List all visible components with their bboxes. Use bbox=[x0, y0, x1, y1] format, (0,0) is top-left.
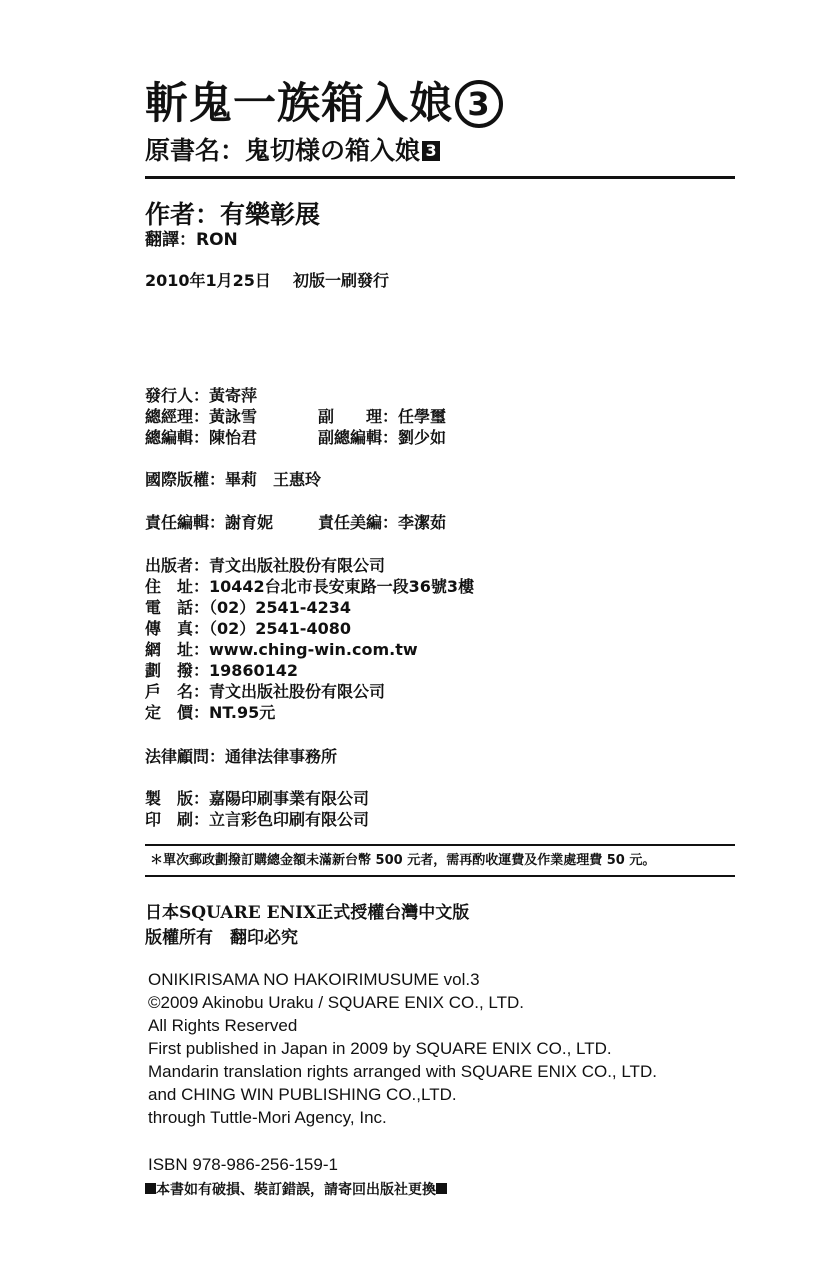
edition-text: 初版一刷發行 bbox=[292, 271, 389, 290]
isbn: ISBN 978-986-256-159-1 bbox=[148, 1155, 338, 1174]
original-title bbox=[145, 136, 440, 166]
account-name: 戶 名：青文出版社股份有限公司 bbox=[145, 682, 386, 701]
publisher-address: 住 址：10442台北市長安東路一段36號3樓 bbox=[145, 577, 475, 596]
english-copyright: ©2009 Akinobu Uraku / SQUARE ENIX CO., LTD. bbox=[148, 993, 524, 1012]
english-rights-reserved: All Rights Reserved bbox=[148, 1016, 298, 1035]
translator-line: 翻譯：RON bbox=[145, 230, 238, 250]
deputy-chief-editor: 副總編輯：劉少如 bbox=[318, 428, 447, 447]
original-title-text: 原書名：鬼切様の箱入娘 bbox=[145, 136, 421, 165]
publish-date-value: 2010年1月25日 bbox=[145, 271, 271, 290]
plate-making: 製 版：嘉陽印刷事業有限公司 bbox=[145, 789, 370, 808]
return-notice bbox=[145, 1180, 447, 1200]
publisher-website: 網 址：www.ching-win.com.tw bbox=[145, 640, 418, 659]
original-volume-box: 3 bbox=[422, 141, 440, 161]
publish-date bbox=[145, 270, 389, 292]
square-bullet-icon bbox=[145, 1183, 156, 1194]
printing: 印 刷：立言彩色印刷有限公司 bbox=[145, 810, 370, 829]
general-manager: 總經理：黃詠雪 bbox=[145, 407, 258, 426]
price: 定 價：NT.95元 bbox=[145, 703, 276, 722]
copyright-notice: 版權所有 翻印必究 bbox=[145, 928, 298, 948]
author-line: 作者：有樂彰展 bbox=[145, 200, 321, 229]
art-editor-in-charge: 責任美編：李潔茹 bbox=[318, 513, 447, 532]
english-title: ONIKIRISAMA NO HAKOIRIMUSUME vol.3 bbox=[148, 970, 480, 989]
deputy-manager: 副 理：任學璽 bbox=[318, 407, 447, 426]
volume-number-circle: 3 bbox=[455, 80, 503, 128]
divider-note-top bbox=[145, 844, 735, 846]
english-translation-rights: Mandarin translation rights arranged with SQUARE ENIX CO., LTD. bbox=[148, 1062, 657, 1081]
legal-advisor: 法律顧問：通律法律事務所 bbox=[145, 747, 338, 766]
publisher-person: 發行人：黃寄萍 bbox=[145, 386, 258, 405]
postal-note: ＊單次郵政劃撥訂購總金額未滿新台幣 500 元者，需再酌收運費及作業處理費 50 元。 bbox=[150, 853, 656, 868]
publisher-phone: 電 話：（02）2541-4234 bbox=[145, 598, 351, 617]
english-agency: through Tuttle-Mori Agency, Inc. bbox=[148, 1108, 387, 1127]
english-first-published: First published in Japan in 2009 by SQUARE ENIX CO., LTD. bbox=[148, 1039, 612, 1058]
divider-note-bottom bbox=[145, 875, 735, 877]
return-notice-text: 本書如有破損、裝訂錯誤，請寄回出版社更換 bbox=[156, 1182, 436, 1198]
international-rights: 國際版權：畢莉 王惠玲 bbox=[145, 470, 322, 489]
editor-in-charge: 責任編輯：謝育妮 bbox=[145, 513, 274, 532]
book-title-text: 斬鬼一族箱入娘 bbox=[145, 79, 453, 129]
publisher-name: 出版者：青文出版社股份有限公司 bbox=[145, 556, 386, 575]
chief-editor: 總編輯：陳怡君 bbox=[145, 428, 258, 447]
square-bullet-icon bbox=[436, 1183, 447, 1194]
english-publisher: and CHING WIN PUBLISHING CO.,LTD. bbox=[148, 1085, 457, 1104]
publisher-fax: 傳 真：（02）2541-4080 bbox=[145, 619, 351, 638]
postal-account: 劃 撥：19860142 bbox=[145, 661, 299, 680]
divider-top bbox=[145, 176, 735, 179]
license-line: 日本SQUARE ENIX正式授權台灣中文版 bbox=[145, 903, 470, 923]
book-title bbox=[145, 78, 503, 130]
